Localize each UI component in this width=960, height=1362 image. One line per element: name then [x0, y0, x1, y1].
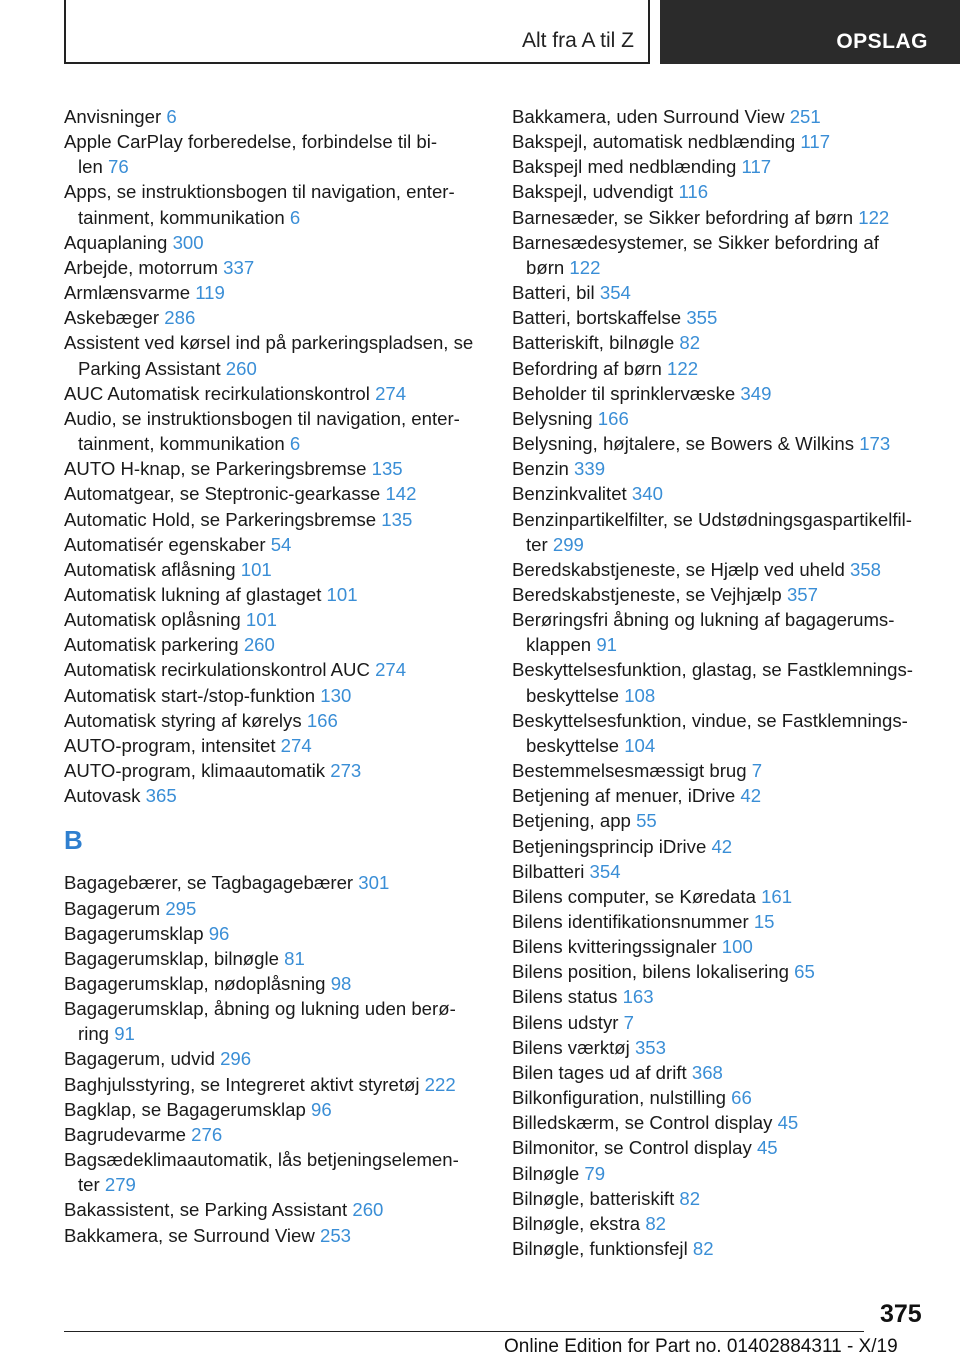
- index-entry: [512, 884, 930, 909]
- index-entry-text: Bagrudevarme: [64, 1123, 186, 1145]
- index-entry-text: AUTO H-knap, se Parkeringsbremse: [64, 458, 367, 480]
- page-reference-link[interactable]: 6: [289, 433, 301, 455]
- page-reference-link[interactable]: 116: [678, 181, 709, 203]
- page-reference-link[interactable]: 101: [326, 583, 358, 605]
- index-entry-text: Bilbatteri: [512, 860, 585, 882]
- index-entry-text: AUTO-program, klimaautomatik: [64, 760, 326, 782]
- index-entry: [512, 1010, 930, 1035]
- page-reference-link[interactable]: 82: [645, 1212, 667, 1234]
- index-entry: [64, 507, 489, 532]
- index-entry-text: Belysning, højtalere, se Bowers & Wilkins: [512, 433, 855, 455]
- page-reference-link[interactable]: 358: [850, 558, 882, 580]
- index-entry: [512, 507, 930, 557]
- page-reference-link[interactable]: 122: [569, 256, 601, 278]
- index-entry-text: Baghjulsstyring, se Integreret aktivt styretøj: [64, 1073, 420, 1095]
- index-entry-text: Beredskabstjeneste, se Hjælp ved uheld: [512, 558, 845, 580]
- index-entry: [512, 808, 930, 833]
- index-entry-text: Bakkamera, se Surround View: [64, 1224, 315, 1246]
- page-reference-link[interactable]: 42: [711, 835, 733, 857]
- page-reference-link[interactable]: 54: [270, 533, 292, 555]
- footer-edition: Online Edition for Part no. 01402884311 - X/19: [504, 1336, 898, 1357]
- index-entry: [64, 104, 489, 129]
- index-entry-text: Parking Assistant: [78, 357, 221, 379]
- index-entry-text: Benzinpartikelfilter, se Udstødningsgaspartikelfil-: [512, 508, 912, 530]
- index-entry: [512, 129, 930, 154]
- page-reference-link[interactable]: 82: [679, 1187, 701, 1209]
- index-entry: [64, 330, 489, 380]
- index-entry-text: klappen: [526, 634, 592, 656]
- page-reference-link[interactable]: 368: [691, 1061, 723, 1083]
- index-entry-text: Bagagerumsklap: [64, 922, 204, 944]
- page-reference-link[interactable]: 135: [381, 508, 413, 530]
- page-reference-link[interactable]: 365: [145, 785, 177, 807]
- index-entry-text: Automatisk start-/stop-funktion: [64, 684, 316, 706]
- index-entry: [64, 996, 489, 1046]
- page-reference-link[interactable]: 15: [753, 911, 775, 932]
- page-reference-link[interactable]: 354: [599, 282, 631, 304]
- section-tab-label: OPSLAG: [836, 30, 928, 53]
- index-entry-text: Bestemmelsesmæssigt brug: [512, 760, 747, 782]
- index-entry-text: tainment, kommunikation: [78, 433, 285, 455]
- index-entry-text: Aquaplaning: [64, 231, 168, 253]
- index-entry: [64, 129, 489, 179]
- index-entry: [512, 557, 930, 582]
- page-reference-link[interactable]: 79: [584, 1162, 606, 1184]
- index-entry-text: Barnesæder, se Sikker befordring af børn: [512, 206, 854, 228]
- index-entry-text: børn: [526, 256, 565, 278]
- index-entry-text: Automatisk styring af kørelys: [64, 709, 302, 731]
- index-column-left: [64, 104, 489, 1248]
- page-reference-link[interactable]: 253: [319, 1224, 352, 1246]
- page-reference-link[interactable]: 91: [596, 634, 617, 656]
- index-entry-text: Betjeningsprincip iDrive: [512, 835, 707, 857]
- index-entry: [512, 305, 930, 330]
- page-reference-link[interactable]: 100: [721, 936, 753, 958]
- index-entry: [64, 557, 489, 582]
- index-entry: [512, 1236, 930, 1261]
- index-entry-text: len: [78, 156, 103, 178]
- page-reference-link[interactable]: 353: [634, 1036, 666, 1058]
- page-reference-link[interactable]: 274: [375, 659, 407, 681]
- index-entry-text: Berøringsfri åbning og lukning af bagagerums-: [512, 609, 895, 631]
- page-reference-link[interactable]: 355: [686, 307, 718, 329]
- index-entry-text: Batteri, bortskaffelse: [512, 307, 682, 329]
- index-entry-text: Bagagerumsklap, nødoplåsning: [64, 973, 326, 994]
- footer-divider: [64, 1331, 864, 1332]
- index-entry: [64, 381, 489, 406]
- page-reference-link[interactable]: 76: [108, 156, 129, 178]
- index-entry: [512, 859, 930, 884]
- page-reference-link[interactable]: 55: [636, 810, 657, 832]
- page-reference-link[interactable]: 65: [794, 961, 815, 983]
- index-entry: [64, 481, 489, 506]
- page-reference-link[interactable]: 349: [740, 382, 772, 404]
- index-entry-text: Bilnøgle: [512, 1162, 580, 1184]
- index-entry: [64, 1072, 489, 1097]
- index-entry: [512, 381, 930, 406]
- index-entry: [64, 708, 489, 733]
- page-reference-link[interactable]: 119: [195, 282, 225, 304]
- index-entry-text: AUTO-program, intensitet: [64, 734, 276, 756]
- index-entry-text: Bagagerum, udvid: [64, 1048, 215, 1070]
- index-entry: [512, 1060, 930, 1085]
- page-reference-link[interactable]: 295: [165, 897, 197, 919]
- index-entry: [512, 205, 930, 230]
- index-entry: [64, 305, 489, 330]
- index-entry: [512, 356, 930, 381]
- section-title: Alt fra A til Z: [521, 29, 634, 52]
- index-letter-heading: B: [64, 825, 83, 856]
- page-reference-link[interactable]: 222: [424, 1073, 456, 1095]
- index-entry: [512, 758, 930, 783]
- index-entry: [64, 870, 489, 895]
- index-entry-text: Bilmonitor, se Control display: [512, 1137, 752, 1159]
- index-entry-text: Benzinkvalitet: [512, 483, 627, 505]
- page-reference-link[interactable]: 357: [786, 583, 818, 605]
- index-entry-text: Automatgear, se Steptronic-gearkasse: [64, 483, 381, 505]
- index-entry: [64, 896, 489, 921]
- index-entry-text: Befordring af børn: [512, 357, 662, 379]
- index-entry-text: Betjening, app: [512, 810, 631, 832]
- index-entry: [64, 456, 489, 481]
- index-entry-text: Bilkonfiguration, nulstilling: [512, 1087, 726, 1109]
- page-reference-link[interactable]: 66: [731, 1087, 752, 1109]
- page-reference-link[interactable]: 104: [624, 734, 656, 756]
- index-entry: [512, 607, 930, 657]
- page-reference-link[interactable]: 142: [385, 483, 417, 505]
- page-reference-link[interactable]: 96: [311, 1098, 332, 1120]
- page-reference-link[interactable]: 299: [552, 533, 584, 555]
- index-entry: [64, 733, 489, 758]
- index-entry-text: Bilens computer, se Køredata: [512, 885, 756, 907]
- index-entry: [512, 230, 930, 280]
- index-entry: [512, 909, 930, 934]
- index-entry: [512, 104, 930, 129]
- index-entry-text: Assistent ved kørsel ind på parkeringspladsen, se: [64, 332, 474, 354]
- page-reference-link[interactable]: 274: [280, 734, 312, 756]
- index-entry-text: Beredskabstjeneste, se Vejhjælp: [512, 583, 782, 605]
- page-reference-link[interactable]: 98: [330, 973, 352, 994]
- index-entry-text: Beskyttelsesfunktion, glastag, se Fastklemnings-: [512, 659, 913, 681]
- page-reference-link[interactable]: 173: [859, 433, 891, 455]
- index-entry: [512, 481, 930, 506]
- index-entry: [64, 921, 489, 946]
- index-entry-text: Beholder til sprinklervæske: [512, 382, 736, 404]
- page-reference-link[interactable]: 91: [114, 1023, 135, 1045]
- index-entry-text: ring: [78, 1023, 110, 1045]
- page-reference-link[interactable]: 340: [631, 483, 663, 505]
- index-entry-text: AUC Automatisk recirkulationskontrol: [64, 382, 370, 404]
- index-entry: [512, 456, 930, 481]
- page-reference-link[interactable]: 166: [597, 407, 629, 429]
- index-entry-text: beskyttelse: [526, 684, 620, 706]
- header-box: [64, 0, 650, 64]
- index-entry-text: Barnesædesystemer, se Sikker befordring af: [512, 231, 879, 253]
- index-entry-text: Bagagerumsklap, åbning og lukning uden berø-: [64, 998, 456, 1020]
- index-entry-text: Benzin: [512, 458, 569, 480]
- page-reference-link[interactable]: 260: [352, 1199, 384, 1221]
- index-entry: [512, 1135, 930, 1160]
- index-entry-text: Bakspejl, udvendigt: [512, 181, 674, 203]
- index-entry-text: Apps, se instruktionsbogen til navigation, enter-: [64, 181, 455, 203]
- index-entry-text: Automatisk oplåsning: [64, 609, 241, 631]
- index-entry-text: Bagagerum: [64, 897, 161, 919]
- page-reference-link[interactable]: 117: [741, 156, 772, 178]
- page-reference-link[interactable]: 96: [208, 922, 230, 944]
- index-entry: [64, 255, 489, 280]
- index-entry: [512, 1186, 930, 1211]
- index-entry-text: Bakspejl med nedblænding: [512, 156, 737, 178]
- index-entry-text: Arbejde, motorrum: [64, 256, 218, 278]
- index-entry: [64, 1147, 489, 1197]
- index-entry: [64, 657, 489, 682]
- index-entry-text: ter: [526, 533, 548, 555]
- page-reference-link[interactable]: 273: [330, 760, 362, 782]
- index-entry: [512, 1161, 930, 1186]
- index-entry-text: Billedskærm, se Control display: [512, 1112, 773, 1134]
- index-entry-text: Bilens position, bilens lokalisering: [512, 961, 789, 983]
- index-entry: [64, 1223, 489, 1248]
- index-entry-text: tainment, kommunikation: [78, 206, 285, 228]
- page-reference-link[interactable]: 122: [667, 357, 699, 379]
- page-reference-link[interactable]: 81: [284, 947, 305, 969]
- page-number: 375: [880, 1300, 922, 1328]
- index-entry: [512, 657, 930, 707]
- index-entry: [64, 607, 489, 632]
- index-entry: [64, 582, 489, 607]
- index-entry-text: Automatic Hold, se Parkeringsbremse: [64, 508, 377, 530]
- page-reference-link[interactable]: 45: [756, 1137, 778, 1159]
- page-reference-link[interactable]: 300: [172, 231, 204, 253]
- page-reference-link[interactable]: 108: [624, 684, 656, 706]
- index-entry: [512, 1085, 930, 1110]
- index-entry-text: Armlænsvarme: [64, 282, 191, 304]
- index-entry-text: Bilnøgle, ekstra: [512, 1212, 641, 1234]
- index-entry: [64, 1046, 489, 1071]
- page-reference-link[interactable]: 354: [589, 860, 621, 882]
- index-entry-text: Belysning: [512, 407, 593, 429]
- index-entry-text: Betjening af menuer, iDrive: [512, 785, 736, 807]
- index-entry: [64, 179, 489, 229]
- index-entry: [64, 758, 489, 783]
- index-entry: [64, 632, 489, 657]
- page-reference-link[interactable]: 82: [679, 332, 701, 354]
- index-entry-text: Automatisér egenskaber: [64, 533, 266, 555]
- index-entry-text: Automatisk recirkulationskontrol AUC: [64, 659, 370, 681]
- index-entry-text: beskyttelse: [526, 734, 620, 756]
- index-entry-text: Bilnøgle, funktionsfejl: [512, 1238, 688, 1260]
- index-entry: [64, 783, 489, 808]
- index-entry: [64, 946, 489, 971]
- page-reference-link[interactable]: 101: [240, 558, 272, 580]
- index-entry: [512, 330, 930, 355]
- index-entry: [512, 959, 930, 984]
- page-reference-link[interactable]: 7: [623, 1011, 634, 1033]
- index-entry: [512, 783, 930, 808]
- index-entry-text: Bilen tages ud af drift: [512, 1061, 687, 1083]
- index-entry-text: Bagagebærer, se Tagbagagebærer: [64, 872, 354, 894]
- page-reference-link[interactable]: 42: [740, 785, 762, 807]
- index-entry: [512, 934, 930, 959]
- index-entry-text: Automatisk lukning af glastaget: [64, 583, 322, 605]
- index-entry: [512, 582, 930, 607]
- page-reference-link[interactable]: 260: [243, 634, 275, 656]
- index-column-right: [512, 104, 930, 1261]
- index-entry-text: Apple CarPlay forberedelse, forbindelse til bi-: [64, 131, 438, 153]
- index-entry: [512, 280, 930, 305]
- index-entry-text: Audio, se instruktionsbogen til navigation, enter-: [64, 407, 460, 429]
- index-entry-text: Automatisk parkering: [64, 634, 239, 656]
- page-reference-link[interactable]: 276: [191, 1123, 223, 1145]
- index-entry: [512, 1110, 930, 1135]
- index-entry: [64, 971, 489, 996]
- section-tab[interactable]: [660, 0, 960, 64]
- index-entry-text: Bilens udstyr: [512, 1011, 619, 1033]
- page-reference-link[interactable]: 117: [800, 131, 831, 153]
- index-entry: [64, 406, 489, 456]
- page-reference-link[interactable]: 274: [375, 382, 407, 404]
- index-entry-text: Bakassistent, se Parking Assistant: [64, 1199, 348, 1221]
- index-entry-text: Bagagerumsklap, bilnøgle: [64, 947, 279, 969]
- index-entry-text: ter: [78, 1174, 100, 1196]
- index-entry: [64, 532, 489, 557]
- index-entry: [64, 1197, 489, 1222]
- index-entry-text: Bilens identifikationsnummer: [512, 911, 749, 932]
- index-entry-text: Bilens status: [512, 986, 618, 1008]
- index-entry: [64, 280, 489, 305]
- page-reference-link[interactable]: 122: [858, 206, 890, 228]
- index-entry: [512, 834, 930, 859]
- page-reference-link[interactable]: 7: [751, 760, 763, 782]
- page-reference-link[interactable]: 45: [777, 1112, 799, 1134]
- page-reference-link[interactable]: 6: [289, 206, 301, 228]
- index-entry: [512, 179, 930, 204]
- page-reference-link[interactable]: 82: [692, 1238, 714, 1260]
- page-reference-link[interactable]: 166: [306, 709, 338, 731]
- page-reference-link[interactable]: 301: [358, 872, 390, 894]
- index-entry-text: Bakspejl, automatisk nedblænding: [512, 131, 796, 153]
- index-entry-text: Bilens kvitteringssignaler: [512, 936, 717, 958]
- index-entry: [64, 1097, 489, 1122]
- index-entry-text: Autovask: [64, 785, 141, 807]
- index-entry: [512, 1211, 930, 1236]
- page-reference-link[interactable]: 135: [371, 458, 403, 480]
- index-entry-text: Anvisninger: [64, 106, 162, 127]
- index-entry: [512, 154, 930, 179]
- index-entry-text: Automatisk aflåsning: [64, 558, 236, 580]
- page-reference-link[interactable]: 279: [104, 1174, 136, 1196]
- index-entry-text: Askebæger: [64, 307, 160, 329]
- index-entry-text: Bakkamera, uden Surround View: [512, 106, 785, 127]
- index-entry-text: Batteri, bil: [512, 282, 595, 304]
- page-reference-link[interactable]: 161: [761, 885, 793, 907]
- index-entry-text: Bilnøgle, batteriskift: [512, 1187, 675, 1209]
- page-reference-link[interactable]: 286: [164, 307, 196, 329]
- index-entry: [512, 708, 930, 758]
- page-reference-link[interactable]: 101: [245, 609, 277, 631]
- index-entry: [512, 431, 930, 456]
- index-entry: [512, 1035, 930, 1060]
- index-entry-text: Beskyttelsesfunktion, vindue, se Fastklemnings-: [512, 709, 908, 731]
- page-reference-link[interactable]: 337: [223, 256, 255, 278]
- index-entry-text: Bagklap, se Bagagerumsklap: [64, 1098, 306, 1120]
- page-reference-link[interactable]: 163: [622, 986, 654, 1008]
- page-reference-link[interactable]: 130: [320, 684, 352, 706]
- page-reference-link[interactable]: 339: [574, 458, 606, 480]
- page-reference-link[interactable]: 251: [789, 106, 821, 127]
- index-entry-text: Bagsædeklimaautomatik, lås betjeningselemen-: [64, 1149, 459, 1171]
- page-reference-link[interactable]: 6: [166, 106, 177, 127]
- index-entry: [64, 1122, 489, 1147]
- index-entry-text: Batteriskift, bilnøgle: [512, 332, 675, 354]
- page-reference-link[interactable]: 260: [225, 357, 257, 379]
- index-entry: [512, 406, 930, 431]
- index-entry: [64, 683, 489, 708]
- index-entry: [64, 230, 489, 255]
- page-reference-link[interactable]: 296: [220, 1048, 252, 1070]
- index-entry-text: Bilens værktøj: [512, 1036, 630, 1058]
- index-entry: [512, 984, 930, 1009]
